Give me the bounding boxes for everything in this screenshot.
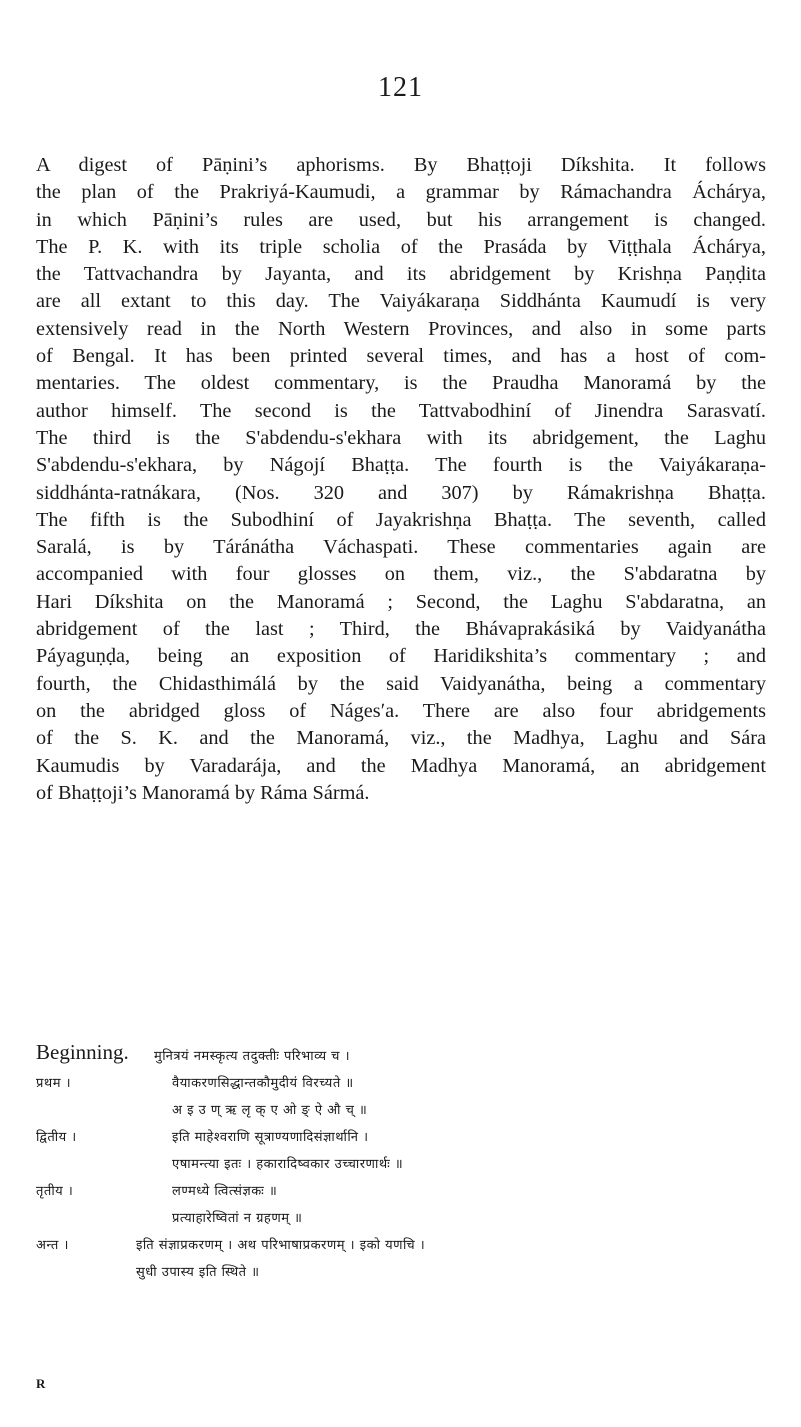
paragraph-line: the Tattvachandra by Jayanta, and its abridgement by Krishṇa Paṇḍita [36,263,766,286]
paragraph-line: Saralá, is by Táránátha Váchaspati. These commentaries again are [36,536,766,559]
paragraph-line: Páyaguṇḍa, being an exposition of Haridikshita’s commentary ; and [36,645,766,668]
margin-note: तृतीय । [36,1184,74,1199]
paragraph-line: are all extant to this day. The Vaiyákaraṇa Siddhánta Kaumudí is very [36,290,766,313]
paragraph-line: mentaries. The oldest commentary, is the Praudha Manoramá by the [36,372,766,395]
paragraph-line: The third is the S'abdendu-s'ekhara with its abridgement, the Laghu [36,426,766,449]
margin-note: अन्त । [36,1238,69,1253]
paragraph-line: on the abridged gloss of Nágesʹa. There are also four abridgements [36,699,766,722]
sanskrit-line: प्रत्याहारेष्वितां न ग्रहणम् ॥ [172,1211,303,1226]
paragraph-line: The P. K. with its triple scholia of the Prasáda by Viṭṭhala Áchárya, [36,235,766,258]
paragraph-line: A digest of Pāṇini’s aphorisms. By Bhaṭṭoji Díkshita. It follows [36,154,766,176]
paragraph-line: siddhánta-ratnákara, (Nos. 320 and 307) by Rámakrishṇa Bhaṭṭa. [36,481,766,504]
beginning-section [36,1040,776,1370]
margin-note: द्वितीय । [36,1130,77,1145]
margin-note: प्रथम । [36,1076,72,1091]
sanskrit-line: लण्मध्ये त्वित्संज्ञकः ॥ [172,1184,278,1199]
sanskrit-line: मुनित्रयं नमस्कृत्य तदुक्तीः परिभाव्य च । [154,1049,350,1064]
paragraph-line: Kaumudis by Varadarája, and the Madhya Manoramá, an abridgement [36,754,766,777]
signature-mark: R [36,1376,46,1391]
sanskrit-line: वैयाकरणसिद्धान्तकौमुदीयं विरच्यते ॥ [172,1076,354,1091]
paragraph-line: the plan of the Prakriyá-Kaumudi, a grammar by Rámachandra Áchárya, [36,181,766,204]
paragraph-line: S'abdendu-s'ekhara, by Nágojí Bhaṭṭa. The fourth is the Vaiyákaraṇa- [36,454,766,477]
paragraph-line: Hari Díkshita on the Manoramá ; Second, the Laghu S'abdaratna, an [36,590,766,613]
paragraph-line: of Bengal. It has been printed several times, and has a host of com- [36,345,766,368]
sanskrit-line: अ इ उ ण् ऋ लृ क् ए ओ ङ् ऐ औ च् ॥ [172,1103,368,1118]
beginning-label: Beginning. [36,1040,129,1064]
sanskrit-line: सुधी उपास्य इति स्थिते ॥ [136,1265,260,1280]
catalogue-entry-paragraph [36,152,766,807]
sanskrit-line: इति माहेश्वराणि सूत्राण्यणादिसंज्ञार्थानि । [172,1130,369,1145]
paragraph-line: in which Pāṇini’s rules are used, but his arrangement is changed. [36,208,766,231]
paragraph-line: author himself. The second is the Tattvabodhiní of Jinendra Sarasvatí. [36,399,766,422]
paragraph-line: The fifth is the Subodhiní of Jayakrishṇa Bhaṭṭa. The seventh, called [36,508,766,531]
sanskrit-line: इति संज्ञाप्रकरणम् । अथ परिभाषाप्रकरणम् । इको यणचि । [136,1238,426,1253]
sanskrit-line: एषामन्त्या इतः । हकारादिष्वकार उच्चारणार्थः ॥ [172,1157,404,1172]
paragraph-line: of the S. K. and the Manoramá, viz., the Madhya, Laghu and Sára [36,727,766,750]
page-number: 121 [378,72,423,103]
paragraph-line: abridgement of the last ; Third, the Bhávaprakásiká by Vaidyanátha [36,618,766,641]
paragraph-line: of Bhaṭṭoji’s Manoramá by Ráma Sármá. [36,781,370,804]
paragraph-line: extensively read in the North Western Provinces, and also in some parts [36,317,766,340]
paragraph-line: accompanied with four glosses on them, viz., the S'abdaratna by [36,563,766,586]
paragraph-line: fourth, the Chidasthimálá by the said Vaidyanátha, being a commentary [36,672,766,695]
